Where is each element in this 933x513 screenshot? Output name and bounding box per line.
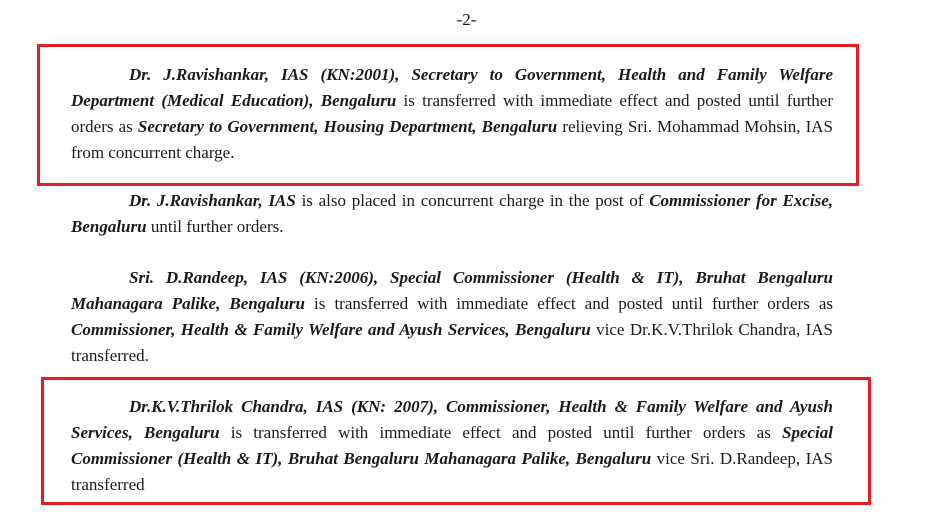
paragraph-segment: vice Sri. D.Randeep, IAS transferred [71, 449, 833, 494]
order-paragraph [71, 265, 833, 369]
paragraph-segment: is transferred with immediate effect and posted until further orders as [71, 91, 833, 136]
paragraph-segment: until further orders. [146, 217, 284, 236]
paragraph-segment: vice Dr.K.V.Thrilok Chandra, IAS transferred. [71, 320, 833, 365]
paragraph-segment: Dr.K.V.Thrilok Chandra, IAS (KN: 2007), Commissioner, Health & Family Welfare and Ayush Services, Bengaluru [71, 397, 833, 442]
paragraph-segment: Commissioner for Excise, Bengaluru [71, 191, 833, 236]
paragraph-segment: Dr. J.Ravishankar, IAS [129, 191, 296, 210]
page-number: -2- [456, 10, 477, 29]
paragraph-segment: Special Commissioner (Health & IT), Bruhat Bengaluru Mahanagara Palike, Bengaluru [71, 423, 833, 468]
paragraph-segment: is transferred with immediate effect and posted until further orders as [304, 294, 833, 313]
paragraph-segment: Dr. J.Ravishankar, IAS (KN:2001), Secretary to Government, Health and Family Welfare Department (Medical Education), Bengaluru [71, 65, 833, 110]
order-paragraph [71, 394, 833, 498]
paragraph-segment: Commissioner, Health & Family Welfare and Ayush Services, Bengaluru [71, 320, 591, 339]
paragraph-segment: Secretary to Government, Housing Department, Bengaluru [137, 117, 558, 136]
paragraph-segment: Sri. D.Randeep, IAS (KN:2006), Special Commissioner (Health & IT), Bruhat Bengaluru Mahanagara Palike, Bengaluru [71, 268, 833, 313]
paragraph-segment: relieving Sri. Mohammad Mohsin, IAS from concurrent charge. [71, 117, 833, 162]
paragraph-segment: is transferred with immediate effect and posted until further orders as [219, 423, 782, 442]
order-paragraph [71, 62, 833, 166]
order-paragraph [71, 188, 833, 240]
paragraph-segment: is also placed in concurrent charge in the post of [295, 191, 650, 210]
